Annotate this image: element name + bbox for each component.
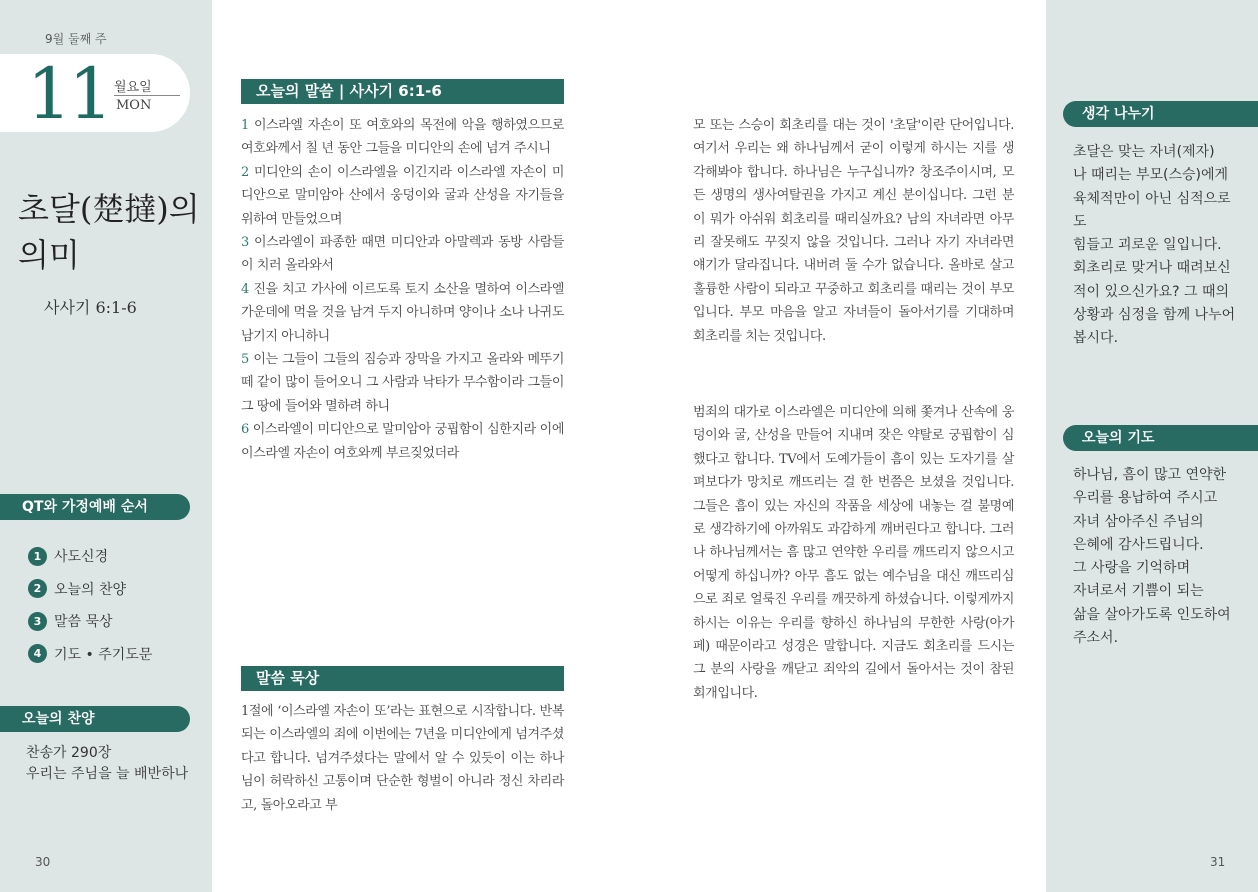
verse-text: 이스라엘 자손이 또 여호와의 목전에 악을 행하였으므로 여호와께서 칠 년 동안 그들을 미디안의 손에 넘겨 주시니 (241, 118, 565, 157)
hymn-heading: 오늘의 찬양 (0, 706, 190, 732)
page-number-left: 30 (35, 855, 51, 869)
order-heading: QT와 가정예배 순서 (0, 494, 190, 520)
order-step (28, 540, 152, 573)
order-step (28, 573, 152, 606)
verse-text: 이스라엘이 파종한 때면 미디안과 아말렉과 동방 사람들이 치러 올라와서 (241, 235, 565, 274)
page-number-right: 31 (1210, 855, 1226, 869)
verse-text: 이는 그들이 그들의 짐승과 장막을 가지고 올라와 메뚜기 떼 같이 많이 들어오니 그 사람과 낙타가 무수함이라 그들이 그 땅에 들어와 멸하려 하니 (241, 352, 564, 414)
verse-number: 1 (241, 118, 249, 133)
order-step (28, 638, 152, 671)
page-title: 초달(楚撻)의 의미 (18, 190, 200, 274)
verse-number: 4 (241, 281, 249, 297)
verse (241, 348, 564, 418)
weekday-english: MON (116, 98, 152, 113)
step-number-badge: 1 (28, 547, 47, 566)
verse-text: 이스라엘이 미디안으로 말미암아 궁핍함이 심한지라 이에 이스라엘 자손이 여호와께 부르짖었더라 (241, 422, 564, 461)
verse-number: 6 (241, 422, 249, 438)
verse-number: 5 (241, 352, 249, 368)
step-number-badge: 4 (28, 644, 47, 663)
page-reference: 사사기 6:1-6 (44, 298, 137, 317)
verse-number: 3 (241, 235, 249, 251)
order-steps (28, 540, 152, 670)
weekday-korean: 월요일 (114, 80, 152, 95)
step-label: 기도 • 주기도문 (54, 646, 153, 663)
step-label: 사도신경 (54, 549, 109, 566)
verse-text: 진을 치고 가사에 이르도록 토지 소산을 멸하여 이스라엘 가운데에 먹을 것을 남겨 두지 아니하며 양이나 소나 나귀도 남기지 아니하니 (241, 281, 564, 344)
prayer-heading: 오늘의 기도 (1063, 425, 1258, 451)
verse (241, 231, 564, 278)
scripture-heading: 오늘의 말씀 | 사사기 6:1-6 (241, 79, 564, 104)
verse (241, 114, 564, 161)
verse (241, 418, 564, 465)
step-number-badge: 2 (28, 579, 47, 598)
hymn-number: 찬송가 290장 (26, 745, 112, 761)
meditation-paragraph-1: 모 또는 스승이 회초리를 대는 것이 '초달'이란 단어입니다. 여기서 우리는 왜 하나님께서 굳이 이렇게 하시는 지를 생각해봐야 합니다. 하나님은 누구십니까? 창조주이시며, 모든 생명의 생사여탈권을 가지고 계신 분이십니다. 그런 분이 뭐가 아쉬워 회초리를 때리실까요? 남의 자녀라면 아무리 잘못해도 꾸짖지 않을 것입니다. 그러나 자기 자녀라면 얘기가 달라집니다. 내버려 둘 수가 없습니다. 올바로 살고 훌륭한 사람이 되라고 꾸중하고 회초리를 때리는 것이 부모입니다. 부모 마음을 알고 자녀들이 돌아서기를 기대하며 회초리를 치는 것입니다. (693, 118, 1014, 344)
step-label: 오늘의 찬양 (54, 581, 127, 598)
verse-text: 미디안의 손이 이스라엘을 이긴지라 이스라엘 자손이 미디안으로 말미암아 산에서 웅덩이와 굴과 산성을 자기들을 위하여 만들었으며 (241, 164, 565, 227)
meditation-paragraph-2: 범죄의 대가로 이스라엘은 미디안에 의해 쫓겨나 산속에 웅덩이와 굴, 산성을 만들어 지내며 잦은 약탈로 궁핍함이 심했다고 합니다. TV에서 도예가들이 흠이 있는 도자기를 살펴보다가 망치로 깨뜨리는 걸 한 번쯤은 보셨을 것입니다. 그들은 흠이 있는 자신의 작품을 세상에 내놓는 걸 불명예로 생각하기에 아까워도 과감하게 깨버린다고 합니다. 그러나 하나님께서는 흠 많고 연약한 우리를 깨뜨리지 않으시고 어떻게 하십니까? 아무 흠도 없는 예수님을 대신 깨뜨리심으로 죄로 얼룩진 우리를 깨끗하게 하셨습니다. 이렇게까지 하시는 이유는 우리를 향하신 하나님의 무한한 사랑(아가페) 때문이라고 성경은 말합니다. 지금도 회초리를 드시는 그 분의 사랑을 깨닫고 죄악의 길에서 돌아서는 것이 참된 회개입니다. (693, 405, 1014, 701)
scripture-verses (241, 114, 564, 465)
sharing-text: 초달은 맞는 자녀(제자) 나 때리는 부모(스승)에게 육체적만이 아닌 심적으로도 힘들고 괴로운 일입니다. 회초리로 맞거나 때려보신 적이 있으신가요? 그 때의 상황과 심정을 함께 나누어 봅시다. (1073, 144, 1236, 347)
step-number-badge: 3 (28, 612, 47, 631)
weekday-divider (114, 95, 180, 96)
week-label: 9월 둘째 주 (45, 32, 107, 46)
verse-number: 2 (241, 164, 249, 180)
meditation-heading: 말씀 묵상 (241, 666, 564, 691)
verse (241, 161, 564, 231)
hymn-info (26, 743, 188, 785)
hymn-title: 우리는 주님을 늘 배반하나 (26, 766, 189, 782)
prayer-text: 하나님, 흠이 많고 연약한 우리를 용납하여 주시고 자녀 삼아주신 주님의 은혜에 감사드립니다. 그 사랑을 기억하며 자녀로서 기쁨이 되는 삶을 살아가도록 인도하여 주소서. (1073, 467, 1231, 647)
step-label: 말씀 묵상 (54, 614, 113, 631)
meditation-intro: 1절에 ‘이스라엘 자손이 또’라는 표현으로 시작합니다. 반복되는 이스라엘의 죄에 이번에는 7년을 미디안에게 넘겨주셨다고 합니다. 넘겨주셨다는 말에서 알 수 있듯이 이는 하나님이 허락하신 고통이며 단순한 형벌이 아니라 정신 차리라고, 돌아오라고 부 (241, 704, 564, 813)
order-step (28, 605, 152, 638)
day-number: 11 (27, 53, 111, 135)
sharing-heading: 생각 나누기 (1063, 101, 1258, 127)
verse (241, 278, 564, 348)
